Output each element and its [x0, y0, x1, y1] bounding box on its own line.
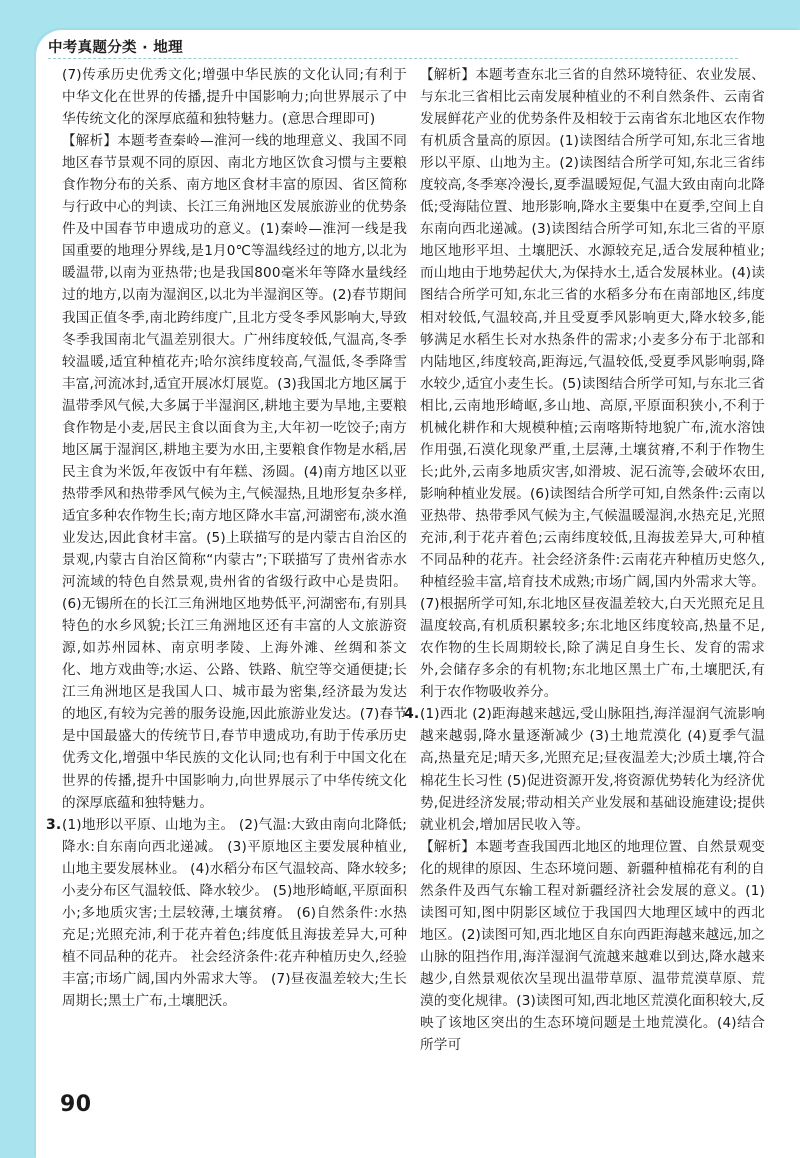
page-header-title: 中考真题分类 · 地理 [48, 40, 183, 56]
right-column [404, 64, 766, 1056]
header-divider [48, 58, 738, 59]
answer-paragraph: (1)西北 (2)距海越来越远,受山脉阻挡,海洋湿润气流影响越来越弱,降水量逐渐减少 (3)土地荒漠化 (4)夏季气温高,热量充足;晴天多,光照充足;昼夜温差大;沙质土壤,符合棉花生长习性 (5)促进资源开发,将资源优势转化为经济优势,促进经济发展;带动相关产业发展和基础设施建设;提供就业机会,增加居民收入等。 [420, 706, 765, 833]
answer-paragraph: (7)传承历史优秀文化;增强中华民族的文化认同;有利于中华文化在世界的传播,提升中国影响力;向世界展示了中华传统文化的深厚底蕴和独特魅力。(意思合理即可) [62, 67, 407, 128]
question-number: 3. [46, 816, 62, 833]
question-3-answer [46, 814, 408, 1012]
left-column [46, 64, 408, 1012]
answer-paragraph: (1)地形以平原、山地为主。 (2)气温:大致由南向北降低;降水:自东南向西北递减。 (3)平原地区主要发展种植业,山地主要发展林业。 (4)水稻分布区气温较高、降水较多;小麦分布区气温较低、降水较少。 (5)地形崎岖,平原面积小;多地质灾害;土层较薄,土壤贫瘠。 (6)自然条件:水热充足;光照充沛,利于花卉着色;纬度低且海拔差异大,可种植不同品种的花卉。 社会经济条件:花卉种植历史久,经验丰富;市场广阔,国内外需求大等。 (7)昼夜温差较大;生长周期长;黑土广布,土壤肥沃。 [62, 816, 408, 1009]
page-number: 90 [60, 1092, 92, 1117]
analysis-paragraph: 【解析】本题考查我国西北地区的地理位置、自然景观变化的规律的原因、生态环境问题、新疆种植棉花有利的自然条件及西气东输工程对新疆经济社会发展的意义。(1)读图可知,图中阴影区域位于我国四大地理区域中的西北地区。(2)读图可知,西北地区自东向西距海越来越远,加之山脉的阻挡作用,海洋湿润气流越来越难以到达,降水越来越少,自然景观依次呈现出温带草原、温带荒漠草原、荒漠的变化规律。(3)读图可知,西北地区荒漠化面积较大,反映了该地区突出的生态环境问题是土地荒漠化。(4)结合所学可 [420, 838, 765, 1054]
analysis-paragraph: 【解析】本题考查秦岭—淮河一线的地理意义、我国不同地区春节景观不同的原因、南北方地区饮食习惯与主要粮食作物分布的关系、南方地区食材丰富的原因、省区简称与行政中心的判读、长江三角洲地区发展旅游业的优势条件及中国春节申遗成功的意义。(1)秦岭—淮河一线是我国重要的地理分界线,是1月0℃等温线经过的地方,以北为暖温带,以南为亚热带;也是我国800毫米年等降水量线经过的地方,以南为湿润区,以北为半湿润区等。(2)春节期间我国正值冬季,南北跨纬度广,且北方受冬季风影响大,导致冬季我国南北气温差别很大。广州纬度较低,气温高,冬季较温暖,适宜种植花卉;哈尔滨纬度较高,气温低,冬季降雪丰富,河流冰封,适宜开展冰灯展览。(3)我国北方地区属于温带季风气候,大多属于半湿润区,耕地主要为旱地,主要粮食作物是小麦,居民主食以面食为主,大年初一吃饺子;南方地区属于湿润区,耕地主要为水田,主要粮食作物是水稻,居民主食为米饭,年夜饭中有年糕、汤圆。(4)南方地区以亚热带季风和热带季风气候为主,气候湿热,且地形复杂多样,适宜多种农作物生长;南方地区降水丰富,河湖密布,淡水渔业发达,因此食材丰富。(5)上联描写的是内蒙古自治区的景观,内蒙古自治区简称“内蒙古”;下联描写了贵州省赤水河流域的特色自然景观,贵州省的省级行政中心是贵阳。(6)无锡所在的长江三角洲地区地势低平,河湖密布,有别具特色的水乡风貌;长江三角洲地区还有丰富的人文旅游资源,如苏州园林、南京明孝陵、上海外滩、丝绸和茶文化、地方戏曲等;水运、公路、铁路、航空等交通便捷;长江三角洲地区是我国人口、城市最为密集,经济最为发达的地区,有较为完善的服务设施,因此旅游业发达。(7)春节是中国最盛大的传统节日,春节申遗成功,有助于传承历史优秀文化,增强中华民族的文化认同;也有利于中国文化在世界的传播,提升中国影响力,向世界展示了中华传统文化的深厚底蕴和独特魅力。 [62, 133, 407, 811]
analysis-paragraph: 【解析】本题考查东北三省的自然环境特征、农业发展、与东北三省相比云南发展种植业的不利自然条件、云南省发展鲜花产业的优势条件及相较于云南省东北地区农作物有机质含量高的原因。(1)读图结合所学可知,东北三省地形以平原、山地为主。(2)读图结合所学可知,东北三省纬度较高,冬季寒冷漫长,夏季温暖短促,气温大致由南向北降低;受海陆位置、地形影响,降水主要集中在夏季,空间上自东南向西北递减。(3)读图结合所学可知,东北三省的平原地区地形平坦、土壤肥沃、水源较充足,适合发展种植业;而山地由于地势起伏大,为保持水土,适合发展林业。(4)读图结合所学可知,东北三省的水稻多分布在南部地区,纬度相对较低,气温较高,并且受夏季风影响更大,降水较多,能够满足水稻生长对水热条件的需求;小麦多分布于北部和内陆地区,纬度较高,距海远,气温较低,受夏季风影响弱,降水较少,适宜小麦生长。(5)读图结合所学可知,与东北三省相比,云南地形崎岖,多山地、高原,平原面积狭小,不利于机械化耕作和大规模种植;云南喀斯特地貌广布,流水溶蚀作用强,石漠化现象严重,土层薄,土壤贫瘠,不利于作物生长;此外,云南多地质灾害,如滑坡、泥石流等,会破坏农田,影响种植业发展。(6)读图结合所学可知,自然条件:云南以亚热带、热带季风气候为主,气候温暖湿润,水热充足,光照充沛,利于花卉着色;云南纬度较低,且海拔差异大,可种植不同品种的花卉。社会经济条件:云南花卉种植历史悠久,种植经验丰富,培育技术成熟;市场广阔,国内外需求大等。(7)根据所学可知,东北地区昼夜温差较大,白天光照充足且温度较高,有机质积累较多;东北地区纬度较高,热量不足,农作物的生长周期较长,除了满足自身生长、发育的需求外,会储存多余的有机物;东北地区黑土广布,土壤肥沃,有利于农作物吸收养分。 [420, 67, 766, 701]
question-4-answer [404, 703, 765, 835]
question-number: 4. [404, 706, 420, 723]
